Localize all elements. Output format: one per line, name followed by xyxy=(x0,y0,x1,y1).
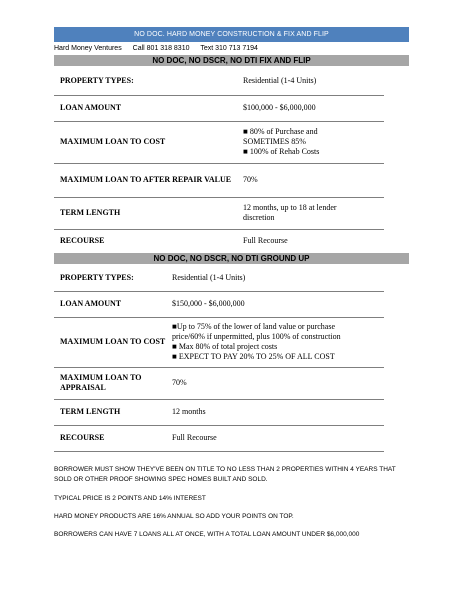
row-value: Residential (1-4 Units) xyxy=(166,265,384,291)
row-value: Full Recourse xyxy=(237,229,384,253)
row-value: 70% xyxy=(166,367,384,399)
note-annual-rate: HARD MONEY PRODUCTS ARE 16% ANNUAL SO ADD YOUR POINTS ON TOP. xyxy=(54,513,294,520)
row-label: RECOURSE xyxy=(54,229,237,253)
row-label: RECOURSE xyxy=(54,425,166,451)
fix-and-flip-table xyxy=(54,67,384,254)
company-name: Hard Money Ventures xyxy=(54,45,122,52)
table-row xyxy=(54,121,384,163)
row-value: ■ 80% of Purchase and SOMETIMES 85% ■ 100% of Rehab Costs xyxy=(237,121,384,163)
note-loan-limit: BORROWERS CAN HAVE 7 LOANS ALL AT ONCE, WITH A TOTAL LOAN AMOUNT UNDER $6,000,000 xyxy=(54,531,360,538)
row-label: LOAN AMOUNT xyxy=(54,95,237,121)
ground-up-table xyxy=(54,265,384,452)
row-label: LOAN AMOUNT xyxy=(54,291,166,317)
table-row xyxy=(54,95,384,121)
row-label: MAXIMUM LOAN TO COST xyxy=(54,121,237,163)
row-value: 12 months xyxy=(166,399,384,425)
table-row xyxy=(54,229,384,253)
note-typical-price: TYPICAL PRICE IS 2 POINTS AND 14% INTEREST xyxy=(54,495,206,502)
call-number: Call 801 318 8310 xyxy=(132,45,190,52)
row-label: TERM LENGTH xyxy=(54,197,237,229)
top-banner: NO DOC. HARD MONEY CONSTRUCTION & FIX AND FLIP xyxy=(54,27,409,42)
contact-line xyxy=(54,44,409,54)
table-row xyxy=(54,67,384,95)
table-row xyxy=(54,317,384,367)
row-value: ■Up to 75% of the lower of land value or purchase price/60% if unpermitted, plus 100% of construction ■ Max 80% of total project costs ■ EXPECT TO PAY 20% TO 25% OF ALL COST xyxy=(166,317,384,367)
table-row xyxy=(54,367,384,399)
row-label: MAXIMUM LOAN TO AFTER REPAIR VALUE xyxy=(54,163,237,197)
row-label: MAXIMUM LOAN TO COST xyxy=(54,317,166,367)
row-label: PROPERTY TYPES: xyxy=(54,265,166,291)
row-label: MAXIMUM LOAN TO APPRAISAL xyxy=(54,367,166,399)
note-title-requirement: BORROWER MUST SHOW THEY'VE BEEN ON TITLE TO NO LESS THAN 2 PROPERTIES WITHIN 4 YEARS THAT SOLD OR OTHER PROOF SHOWING SPEC HOMES BUILT AND SOLD. xyxy=(54,466,396,483)
row-value: $150,000 - $6,000,000 xyxy=(166,291,384,317)
table-row xyxy=(54,163,384,197)
row-value: 70% xyxy=(237,163,384,197)
row-value: Full Recourse xyxy=(166,425,384,451)
table-row xyxy=(54,291,384,317)
table-row xyxy=(54,265,384,291)
row-label: PROPERTY TYPES: xyxy=(54,67,237,95)
section-header-ground-up: NO DOC, NO DSCR, NO DTI GROUND UP xyxy=(54,253,409,264)
section-header-fix-and-flip: NO DOC, NO DSCR, NO DTI FIX AND FLIP xyxy=(54,55,409,66)
row-value: Residential (1-4 Units) xyxy=(237,67,384,95)
text-number: Text 310 713 7194 xyxy=(200,45,258,52)
row-label: TERM LENGTH xyxy=(54,399,166,425)
table-row xyxy=(54,399,384,425)
table-row xyxy=(54,197,384,229)
table-row xyxy=(54,425,384,451)
row-value: $100,000 - $6,000,000 xyxy=(237,95,384,121)
row-value: 12 months, up to 18 at lender discretion xyxy=(237,197,384,229)
